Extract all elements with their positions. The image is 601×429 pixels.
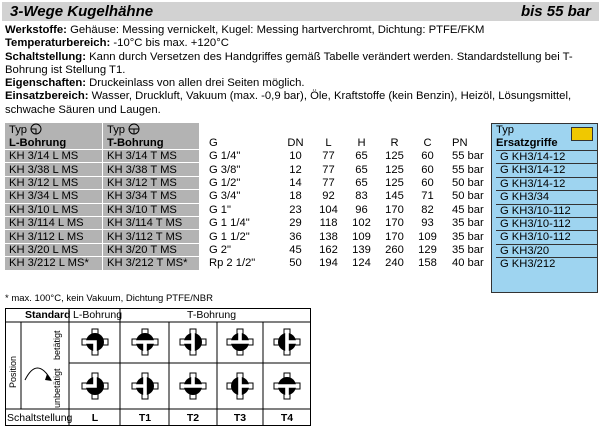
page-title: 3-Wege Kugelhähne (10, 3, 154, 20)
cell-l-type: KH 3/20 L MS (5, 243, 103, 256)
cell-l: 162 (319, 243, 338, 256)
cell-h: 96 (355, 203, 368, 216)
cell-pn: 40 bar (452, 257, 484, 270)
cell-g: G 3/4" (209, 190, 241, 203)
valve-icon (274, 373, 300, 399)
table-row (5, 150, 502, 163)
spare-item: G KH3/14-12 (496, 163, 597, 176)
cell-pn: 50 bar (452, 190, 484, 203)
cell-t-type: KH 3/38 T MS (103, 163, 200, 176)
cell-l-type: KH 3/38 L MS (5, 163, 103, 176)
footnote: * max. 100°C, kein Vakuum, Dichtung PTFE/NBR (5, 293, 213, 304)
cell-t-type: KH 3/114 T MS (103, 216, 200, 229)
diagram-schaltstellung: Schaltstellung (7, 412, 73, 424)
cell-r: 170 (385, 203, 404, 216)
header-r: R (390, 136, 399, 149)
cell-c: 60 (421, 176, 434, 189)
cell-h: 83 (355, 190, 368, 203)
header-t-bohrung: T-Bohrung (103, 136, 200, 150)
cell-dn: 45 (289, 243, 302, 256)
spare-item: G KH3/10-112 (496, 204, 597, 217)
table-row (5, 163, 502, 176)
cell-pn: 35 bar (452, 230, 484, 243)
cell-c: 71 (421, 190, 434, 203)
cell-l-type: KH 3/12 L MS (5, 176, 103, 189)
valve-icon (274, 329, 300, 355)
spare-label: Ersatzgriffe (496, 137, 558, 149)
diagram-t-bohrung: T-Bohrung (187, 309, 237, 321)
cell-pn: 45 bar (452, 203, 484, 216)
cell-r: 170 (385, 230, 404, 243)
valve-icon (227, 373, 253, 399)
cell-pn: 55 bar (452, 150, 484, 163)
description-block (5, 24, 595, 117)
header-l: L (325, 136, 332, 149)
cell-dn: 10 (289, 150, 302, 163)
cell-c: 82 (421, 203, 434, 216)
cell-g: G 1 1/2" (209, 230, 250, 243)
cell-h: 109 (352, 230, 371, 243)
cell-h: 65 (355, 176, 368, 189)
diagram-l-bohrung: L-Bohrung (73, 309, 123, 321)
header-g: G (209, 136, 218, 149)
cell-c: 93 (421, 217, 434, 230)
spare-item: G KH3/14-12 (496, 177, 597, 190)
cell-l: 77 (322, 163, 335, 176)
cell-dn: 50 (289, 257, 302, 270)
valve-icon (132, 373, 158, 399)
table-row (5, 190, 502, 203)
desc-temperature: Temperaturbereich: -10°C bis max. +120°C (5, 37, 229, 50)
cell-r: 125 (385, 150, 404, 163)
cell-t-type: KH 3/12 T MS (103, 176, 200, 189)
header-c: C (423, 136, 432, 149)
cell-l: 92 (322, 190, 335, 203)
cell-l-type: KH 3/114 L MS (5, 216, 103, 229)
product-table (5, 123, 502, 270)
cell-g: G 1/4" (209, 150, 241, 163)
spare-item: G KH3/20 (496, 244, 597, 257)
spare-item: G KH3/212 (496, 257, 597, 270)
valve-icon (180, 329, 206, 355)
pressure-rating: bis 55 bar (520, 3, 591, 20)
valve-icon (180, 373, 206, 399)
cell-g: G 1 1/4" (209, 217, 250, 230)
title-bar (2, 2, 599, 21)
header-l-bohrung: L-Bohrung (5, 136, 103, 150)
diagram-unbetaetigt: unbetätigt (52, 368, 62, 408)
cell-c: 60 (421, 163, 434, 176)
cell-l: 77 (322, 150, 335, 163)
cell-h: 65 (355, 163, 368, 176)
diagram-betaetigt: betätigt (52, 330, 62, 360)
cell-t-type: KH 3/10 T MS (103, 203, 200, 216)
cell-dn: 14 (289, 176, 302, 189)
cell-r: 260 (385, 243, 404, 256)
table-row (5, 243, 502, 256)
table-row (5, 176, 502, 189)
cell-t-type: KH 3/212 T MS* (103, 257, 200, 270)
cell-h: 139 (352, 243, 371, 256)
cell-l-type: KH 3/212 L MS* (5, 257, 103, 270)
header-dn: DN (287, 136, 304, 149)
cell-g: G 2" (209, 243, 232, 256)
diagram-label-l: L (91, 412, 99, 424)
desc-einsatzbereich: Einsatzbereich: Wasser, Druckluft, Vakuum (max. -0,9 bar), Öle, Kraftstoffe (kein Benzin), Heizöl, Lösungsmittel, schwache Säuren und Laugen. (5, 90, 572, 116)
table-header-row-1 (5, 123, 502, 136)
cell-l-type: KH 3/112 L MS (5, 230, 103, 243)
header-typ-t: Typ (103, 123, 200, 136)
diagram-label-t2: T2 (186, 412, 200, 424)
cell-r: 240 (385, 257, 404, 270)
diagram-label-t1: T1 (138, 412, 152, 424)
switch-position-diagram (5, 308, 311, 426)
spare-handles-box (491, 123, 598, 293)
spare-item: G KH3/14-12 (496, 150, 597, 163)
cell-dn: 23 (289, 203, 302, 216)
cell-g: G 1/2" (209, 176, 241, 189)
t-bore-icon (128, 123, 140, 135)
cell-l: 104 (319, 203, 338, 216)
cell-dn: 29 (289, 217, 302, 230)
diagram-standard: Standard (25, 309, 71, 321)
cell-r: 125 (385, 176, 404, 189)
desc-schaltstellung: Schaltstellung: Kann durch Versetzen des Handgriffes gemäß Tabelle verändert werden. Standardstellung bei T-Bohrung ist Stellung T1. (5, 50, 573, 76)
cell-t-type: KH 3/14 T MS (103, 150, 200, 163)
desc-werkstoffe: Werkstoffe: Gehäuse: Messing vernickelt, Kugel: Messing hartverchromt, Dichtung: PTFE/FKM (5, 24, 485, 36)
cell-c: 109 (418, 230, 437, 243)
table-row (5, 257, 502, 270)
diagram-position: Position (8, 355, 18, 388)
desc-eigenschaften: Eigenschaften: Druckeinlass von allen drei Seiten möglich. (5, 77, 305, 90)
spare-item: G KH3/34 (496, 190, 597, 203)
cell-l-type: KH 3/14 L MS (5, 150, 103, 163)
diagram-label-t4: T4 (280, 412, 294, 424)
spare-item: G KH3/10-112 (496, 230, 597, 243)
table-header-row-2 (5, 136, 502, 150)
cell-c: 60 (421, 150, 434, 163)
cell-r: 145 (385, 190, 404, 203)
valve-symbols (5, 308, 311, 426)
valve-icon (82, 329, 108, 355)
handle-icon (571, 127, 593, 141)
cell-pn: 35 bar (452, 217, 484, 230)
cell-pn: 50 bar (452, 176, 484, 189)
spare-item: G KH3/10-112 (496, 217, 597, 230)
cell-h: 124 (352, 257, 371, 270)
header-h: H (357, 136, 366, 149)
header-pn: PN (452, 136, 468, 149)
cell-dn: 12 (289, 163, 302, 176)
cell-h: 65 (355, 150, 368, 163)
cell-dn: 18 (289, 190, 302, 203)
table-row (5, 216, 502, 229)
valve-icon (227, 329, 253, 355)
cell-r: 170 (385, 217, 404, 230)
cell-t-type: KH 3/20 T MS (103, 243, 200, 256)
cell-g: G 1" (209, 203, 232, 216)
cell-l: 118 (319, 217, 338, 230)
cell-dn: 36 (289, 230, 302, 243)
cell-c: 129 (418, 243, 437, 256)
table-row (5, 230, 502, 243)
cell-t-type: KH 3/112 T MS (103, 230, 200, 243)
cell-h: 102 (352, 217, 371, 230)
l-bore-icon (30, 123, 42, 135)
cell-l: 194 (319, 257, 338, 270)
table-row (5, 203, 502, 216)
cell-pn: 55 bar (452, 163, 484, 176)
cell-t-type: KH 3/34 T MS (103, 190, 200, 203)
cell-g: Rp 2 1/2" (209, 257, 256, 270)
valve-icon (132, 329, 158, 355)
header-typ-l: Typ (5, 123, 103, 136)
cell-g: G 3/8" (209, 163, 241, 176)
cell-l: 138 (319, 230, 338, 243)
cell-r: 125 (385, 163, 404, 176)
cell-c: 158 (418, 257, 437, 270)
valve-icon (82, 373, 108, 399)
cell-l: 77 (322, 176, 335, 189)
cell-l-type: KH 3/34 L MS (5, 190, 103, 203)
diagram-label-t3: T3 (233, 412, 247, 424)
spare-typ: Typ (496, 124, 515, 136)
cell-l-type: KH 3/10 L MS (5, 203, 103, 216)
cell-pn: 35 bar (452, 243, 484, 256)
